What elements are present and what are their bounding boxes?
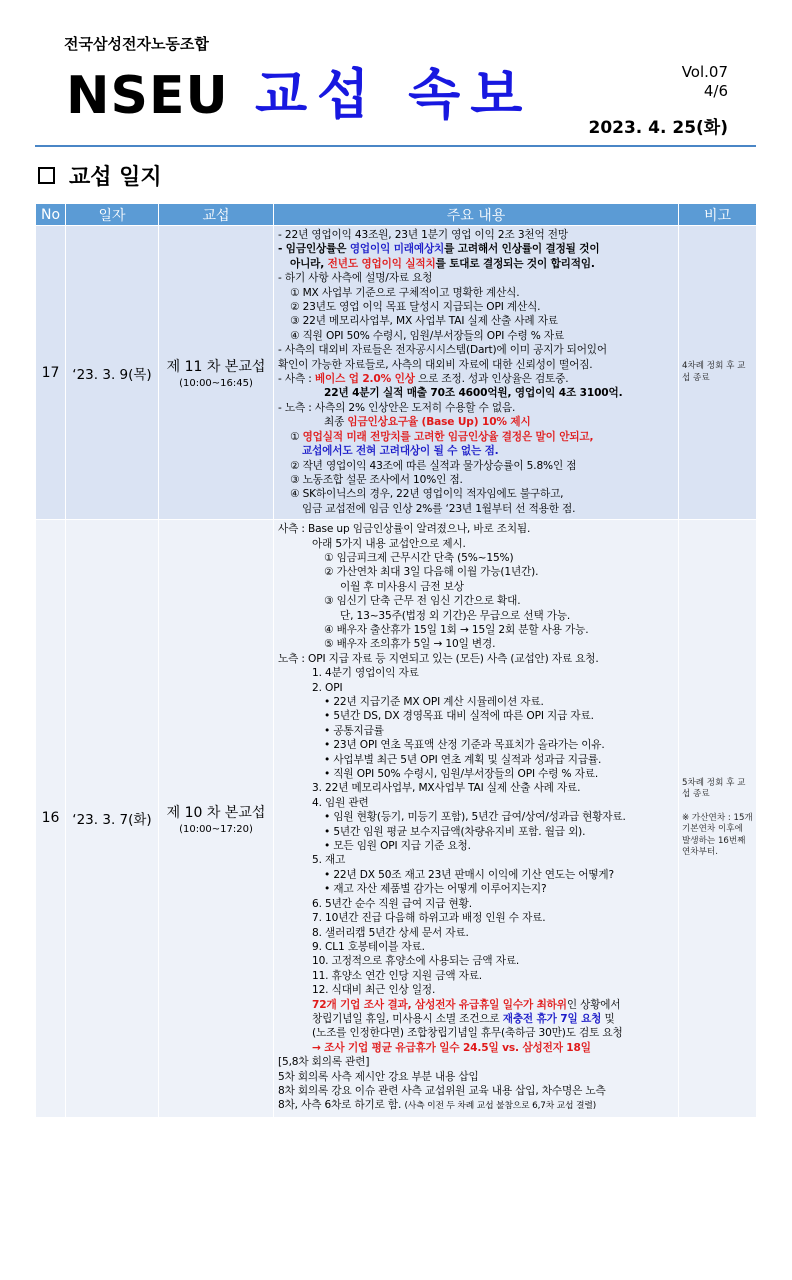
content-line: 단, 13~35주(법정 외 기간)은 무급으로 선택 가능. (340, 609, 571, 622)
content-line: 1. 4분기 영업이익 자료 (312, 667, 419, 680)
session-name: 제 11 차 본교섭 (166, 359, 266, 376)
header-divider (35, 145, 756, 147)
volume-number: Vol.07 (681, 63, 728, 81)
column-header-note: 비고 (679, 204, 757, 226)
brand-logo-text: NSEU (66, 66, 229, 126)
content-line: 3. 22년 메모리사업부, MX사업부 TAI 실제 산출 사례 자료. (312, 782, 581, 795)
row-date: ‘23. 3. 7(화) (66, 520, 159, 1118)
session-time: (10:00~16:45) (179, 378, 253, 390)
content-line: 4. 임원 관련 (312, 796, 369, 809)
content-line: - 22년 영업이익 43조원, 23년 1분기 영업 이익 2조 3천억 전망 (278, 229, 568, 241)
content-line: • 5년간 임원 평균 보수지급액(차량유지비 포함. 월급 외). (324, 825, 586, 838)
content-line: ③ 임신기 단축 근무 전 임신 기간으로 확대. (324, 595, 521, 608)
content-line: 확인이 가능한 자료들로, 사측의 대외비 자료에 대한 신뢰성이 떨어짐. (278, 358, 593, 371)
content-line: 5차 회의록 사측 제시안 강요 부분 내용 삽입 (278, 1070, 479, 1083)
session-name: 제 10 차 본교섭 (166, 804, 266, 821)
content-line: 7. 10년간 진급 다음해 하위고과 배정 인원 수 자료. (312, 912, 546, 925)
row-note: 4차례 정회 후 교섭 종료 (679, 226, 757, 520)
content-line: ④ 직원 OPI 50% 수령시, 임원/부서장들의 OPI 수령 % 자료 (290, 329, 565, 342)
volume-info (682, 63, 728, 101)
content-line: ③ 노동조합 설문 조사에서 10%인 점. (290, 473, 463, 486)
column-header-session: 교섭 (159, 204, 274, 226)
content-line: (노조를 인정한다면) 조합창립기념일 휴무(축하금 30만)도 검토 요청 (312, 1027, 623, 1040)
column-header-content: 주요 내용 (274, 204, 679, 226)
content-line: - 사측 : 베이스 업 2.0% 인상 으로 조정. 성과 인상율은 검토중. (278, 373, 569, 386)
column-header-no: No (36, 204, 66, 226)
content-line: 노측 : OPI 지급 자료 등 지연되고 있는 (모든) 사측 (교섭안) 자료 요청. (278, 652, 599, 665)
content-line: ② 작년 영업이익 43조에 따른 실적과 물가상승률이 5.8%인 점 (290, 459, 577, 472)
column-header-date: 일자 (66, 204, 159, 226)
publish-date: 2023. 4. 25(화) (588, 118, 728, 138)
content-line: 2. OPI (312, 681, 343, 694)
content-line: 사측 : Base up 임금인상률이 알려졌으나, 바로 조치됨. (278, 523, 531, 536)
content-line: 10. 고정적으로 휴양소에 사용되는 금액 자료. (312, 955, 520, 968)
negotiation-log-table (35, 203, 757, 1118)
row-number: 16 (36, 520, 66, 1118)
content-line: ④ 배우자 출산휴가 15일 1회 → 15일 2회 분할 사용 가능. (324, 623, 589, 636)
content-line: 11. 휴양소 연간 인당 지원 금액 자료. (312, 969, 483, 982)
section-heading (38, 160, 162, 191)
content-line: • 재고 자산 제품별 감가는 어떻게 이루어지는지? (324, 883, 547, 896)
row-session (159, 226, 274, 520)
content-line: - 임금인상률은 영업이익 미래예상치를 고려해서 인상률이 결정될 것이 (278, 243, 600, 256)
content-line: • 22년 지급기준 MX OPI 계산 시뮬레이션 자료. (324, 696, 544, 708)
content-line: ③ 22년 메모리사업부, MX 사업부 TAI 실제 산출 사례 자료 (290, 315, 558, 328)
content-line: ① 영업실적 미래 전망치를 고려한 임금인상율 결정은 말이 안되고, (290, 430, 594, 443)
content-line: ① MX 사업부 기준으로 구체적이고 명확한 계산식. (290, 286, 520, 299)
table-row (36, 226, 757, 520)
content-line: - 하기 사항 사측에 설명/자료 요청 (278, 272, 433, 285)
content-line: • 직원 OPI 50% 수령시, 임원/부서장들의 OPI 수령 % 자료. (324, 768, 599, 781)
content-line: 22년 4분기 실적 매출 70조 4600억원, 영업이익 4조 3100억. (324, 387, 623, 400)
session-time: (10:00~17:20) (179, 823, 253, 835)
content-line: - 사측의 대외비 자료들은 전자공시시스템(Dart)에 이미 공지가 되어있어 (278, 344, 607, 357)
content-line: 8차 회의록 강요 이슈 관련 사측 교섭위원 교육 내용 삽입, 차수명은 노측 (278, 1084, 606, 1097)
content-line: ④ SK하이닉스의 경우, 22년 영업이익 적자임에도 불구하고, (290, 488, 564, 501)
content-line: • 22년 DX 50조 재고 23년 판매시 이익에 기산 연도는 어떻게? (324, 868, 614, 881)
content-line: 6. 5년간 순수 직원 급여 지급 현황. (312, 897, 472, 910)
row-session (159, 520, 274, 1118)
content-line: 아래 5가지 내용 교섭안으로 제시. (312, 537, 466, 550)
content-line: - 노측 : 사측의 2% 인상안은 도저히 수용할 수 없음. (278, 401, 516, 414)
content-line: 교섭에서도 전혀 고려대상이 될 수 없는 점. (302, 445, 499, 458)
content-line: • 23년 OPI 연초 목표액 산정 기준과 목표치가 올라가는 이유. (324, 739, 605, 752)
content-line: 임금 교섭전에 임금 인상 2%를 ‘23년 1월부터 선 적용한 점. (302, 502, 576, 515)
checkbox-icon (38, 167, 55, 184)
content-line: 최종 임금인상요구율 (Base Up) 10% 제시 (324, 416, 531, 429)
section-title: 교섭 일지 (69, 165, 162, 190)
note-text: 5차례 정회 후 교섭 종료 (682, 777, 746, 800)
content-line: • 사업부별 최근 5년 OPI 연초 계획 및 실적과 성과급 지급률. (324, 753, 602, 766)
content-line: ② 가산연차 최대 3일 다음해 이월 가능(1년간). (324, 566, 539, 579)
content-line: • 임원 현황(등기, 미등기 포함), 5년간 급여/상여/성과급 현황자료. (324, 811, 626, 824)
row-number: 17 (36, 226, 66, 520)
content-line: 72개 기업 조사 결과, 삼성전자 유급휴일 일수가 최하위인 상황에서 (312, 998, 621, 1011)
content-line: 8. 샐러리캡 5년간 상세 문서 자료. (312, 926, 469, 939)
content-line: 9. CL1 호봉테이블 자료. (312, 940, 425, 953)
row-note (679, 520, 757, 1118)
content-line: ② 23년도 영업 이익 목표 달성시 지급되는 OPI 계산식. (290, 301, 541, 314)
content-line: [5,8차 회의록 관련] (278, 1056, 370, 1069)
table-header-row (36, 204, 757, 226)
row-content (274, 520, 679, 1118)
content-line: • 공통지급률 (324, 724, 384, 737)
content-line: 12. 식대비 최근 인상 일정. (312, 984, 436, 997)
content-line: 8차, 사측 6차로 하기로 함. (사측 이전 두 차례 교섭 불참으로 6,7차 교섭 결렬) (278, 1099, 597, 1112)
note-footnote: ※ 가산연차 : 15개 기본연차 이후에 발생하는 16번째 연차부터. (682, 812, 753, 858)
content-line: ⑤ 배우자 조의휴가 5일 → 10일 변경. (324, 638, 496, 651)
row-content (274, 226, 679, 520)
content-line: → 조사 기업 평균 유급휴가 일수 24.5일 vs. 삼성전자 18일 (312, 1041, 591, 1054)
row-date: ‘23. 3. 9(목) (66, 226, 159, 520)
content-line: 창립기념일 휴일, 미사용시 소멸 조건으로 재충전 휴가 7일 요청 및 (312, 1012, 615, 1025)
issue-number: 4/6 (703, 82, 728, 100)
table-row (36, 520, 757, 1118)
content-line: • 모든 임원 OPI 지급 기준 요청. (324, 840, 471, 853)
content-line: 5. 재고 (312, 854, 346, 867)
union-name: 전국삼성전자노동조합 (64, 35, 209, 53)
content-line: ① 임금피크제 근무시간 단축 (5%~15%) (324, 551, 514, 564)
content-line: 이월 후 미사용시 금전 보상 (340, 580, 464, 593)
content-line: • 5년간 DS, DX 경영목표 대비 실적에 따른 OPI 지급 자료. (324, 710, 594, 723)
content-line: 아니라, 전년도 영업이익 실적치를 토대로 결정되는 것이 합리적임. (290, 257, 595, 270)
headline-title: 교섭 속보 (255, 63, 533, 126)
